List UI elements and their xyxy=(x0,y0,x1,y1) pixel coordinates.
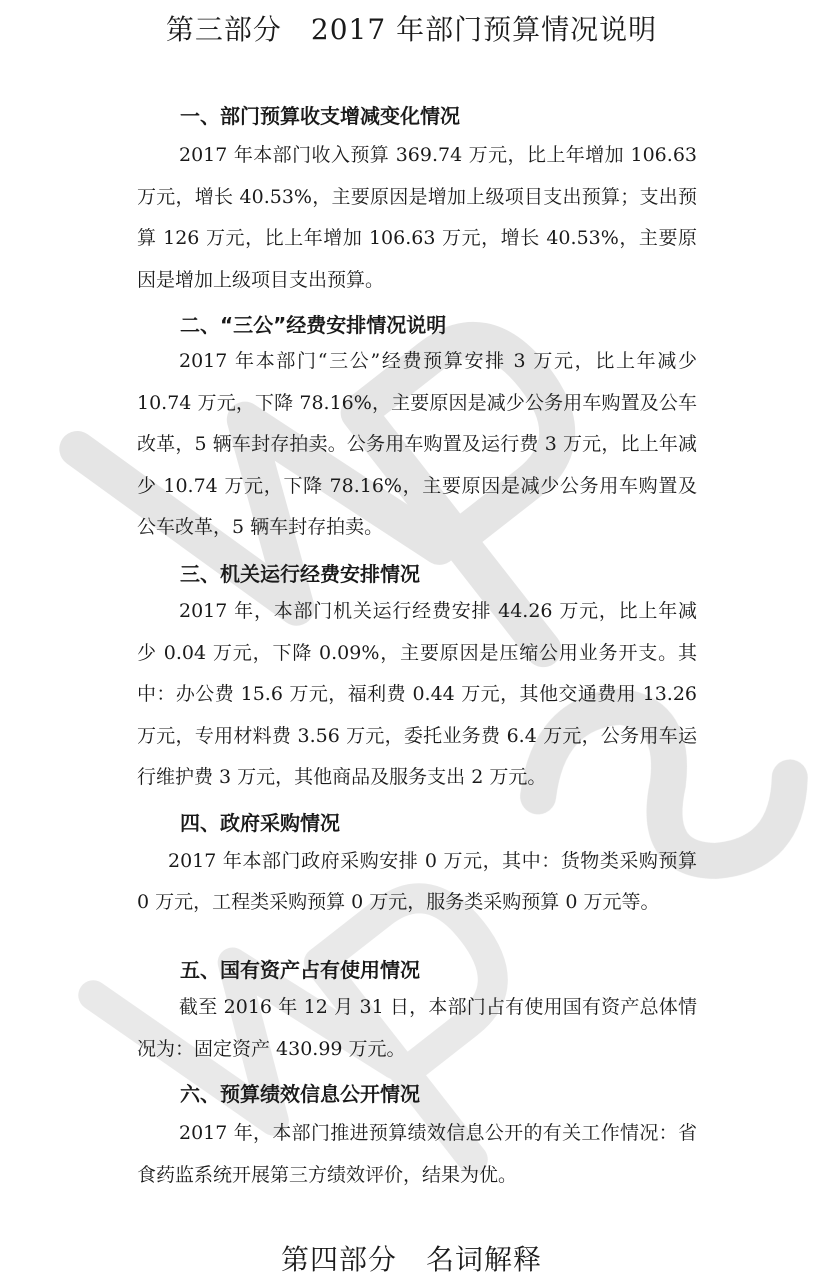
page-title: 第三部分 2017 年部门预算情况说明 xyxy=(165,13,658,46)
section-body-procurement: 2017 年本部门政府采购安排 0 万元，其中：货物类采购预算 0 万元，工程类采购预算 0 万元，服务类采购预算 0 万元等。 xyxy=(137,850,697,913)
section-body-operating-costs: 2017 年，本部门机关运行经费安排 44.26 万元，比上年减少 0.04 万元，下降 0.09%，主要原因是压缩公用业务开支。其中：办公费 15.6 万元，福利费 0.44 万元，其他交通费用 13.26 万元，专用材料费 3.56 万元，委托业务费 6.4 万元，公务用车运行维护费 3 万元，其他商品及服务支出 2 万元。 xyxy=(137,600,697,788)
section-heading-three-public: 二、“三公”经费安排情况说明 xyxy=(180,313,447,337)
section-body-performance-info: 2017 年，本部门推进预算绩效信息公开的有关工作情况：省食药监系统开展第三方绩效评价，结果为优。 xyxy=(137,1122,697,1186)
section-body-state-assets: 截至 2016 年 12 月 31 日，本部门占有使用国有资产总体情况为：固定资产 430.99 万元。 xyxy=(137,996,697,1060)
section-body-three-public: 2017 年本部门“三公”经费预算安排 3 万元，比上年减少 10.74 万元，下降 78.16%，主要原因是减少公务用车购置及公车改革，5 辆车封存拍卖。公务用车购置及运行费 3 万元，比上年减少 10.74 万元，下降 78.16%，主要原因是减少公务用车购置及公车改革，5 辆车封存拍卖。 xyxy=(137,350,697,538)
section-heading-budget-changes: 一、部门预算收支增减变化情况 xyxy=(180,104,460,128)
section-heading-state-assets: 五、国有资产占有使用情况 xyxy=(180,958,420,982)
section-heading-procurement: 四、政府采购情况 xyxy=(180,811,340,835)
section-heading-operating-costs: 三、机关运行经费安排情况 xyxy=(180,562,420,586)
section-heading-performance-info: 六、预算绩效信息公开情况 xyxy=(180,1082,420,1106)
next-part-title: 第四部分 名词解释 xyxy=(280,1243,542,1276)
section-body-budget-changes: 2017 年本部门收入预算 369.74 万元，比上年增加 106.63 万元，增长 40.53%，主要原因是增加上级项目支出预算；支出预算 126 万元，比上年增加 106.63 万元，增长 40.53%，主要原因是增加上级项目支出预算。 xyxy=(137,144,697,291)
